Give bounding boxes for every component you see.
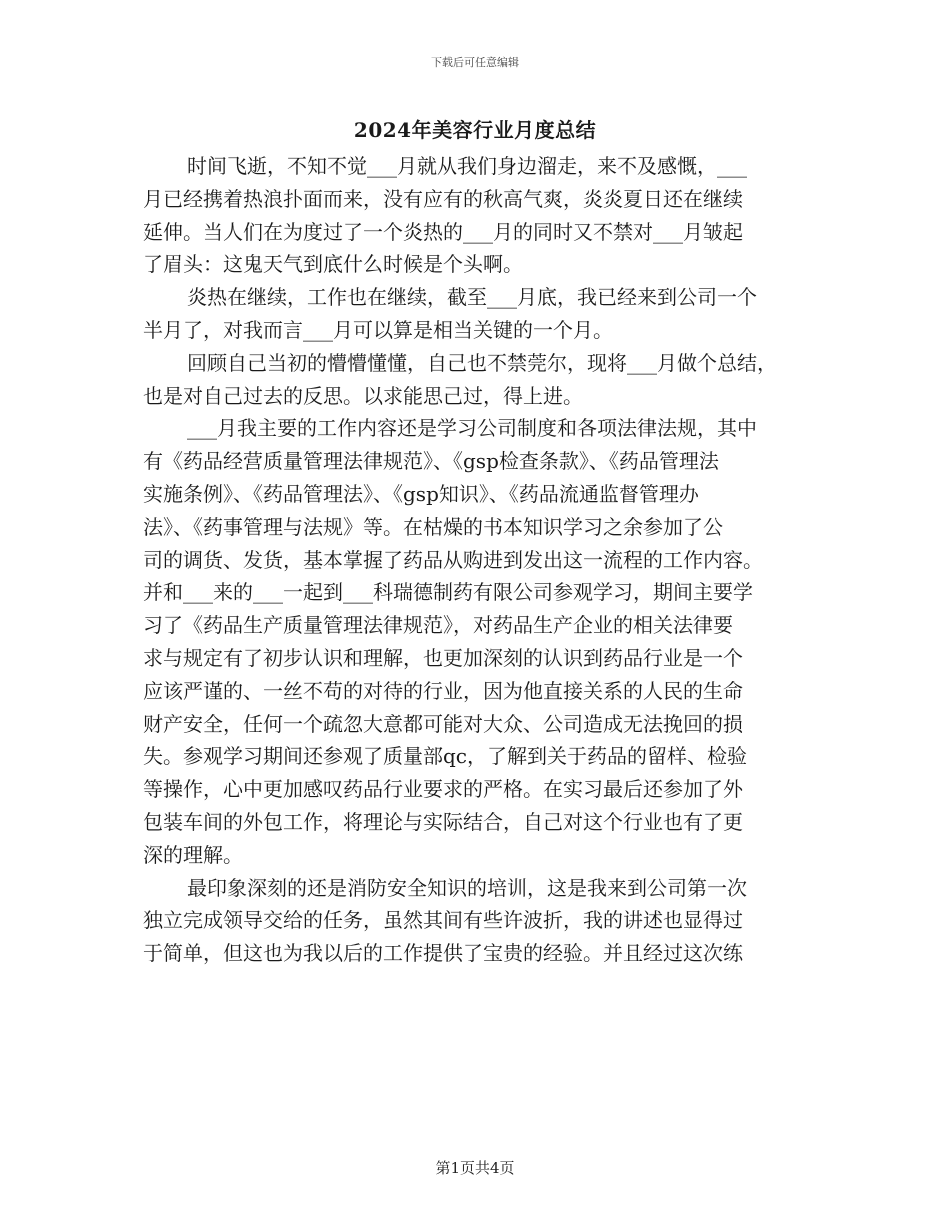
body-line: 月已经携着热浪扑面而来，没有应有的秋高气爽，炎炎夏日还在继续	[143, 186, 743, 211]
body-line: 最印象深刻的还是消防安全知识的培训，这是我来到公司第一次	[187, 875, 747, 900]
body-line: 时间飞逝，不知不觉___月就从我们身边溜走，来不及感慨，___	[187, 154, 747, 178]
body-line: 并和___来的___一起到___科瑞德制药有限公司参观学习，期间主要学	[143, 580, 753, 605]
body-line: 有《药品经营质量管理法律规范》、《gsp检查条款》、《药品管理法	[143, 449, 719, 474]
body-line: 半月了，对我而言___月可以算是相当关键的一个月。	[143, 317, 613, 342]
body-line: 实施条例》、《药品管理法》、《gsp知识》、《药品流通监督管理办	[143, 481, 699, 506]
body-line: 延伸。当人们在为度过了一个炎热的___月的同时又不禁对___月皱起	[143, 219, 743, 244]
body-line: 求与规定有了初步认识和理解，也更加深刻的认识到药品行业是一个	[143, 645, 743, 670]
body-line: 深的理解。	[143, 842, 243, 867]
body-line: 失。参观学习期间还参观了质量部qc，了解到关于药品的留样、检验	[143, 744, 748, 769]
body-line: ___月我主要的工作内容还是学习公司制度和各项法律法规，其中	[187, 416, 757, 441]
body-line: 于简单，但这也为我以后的工作提供了宝贵的经验。并且经过这次练	[143, 941, 743, 966]
body-line: 司的调货、发货，基本掌握了药品从购进到发出这一流程的工作内容。	[143, 547, 763, 572]
body-line: 炎热在继续，工作也在继续，截至___月底，我已经来到公司一个	[187, 285, 757, 310]
header-note: 下载后可任意编辑	[431, 56, 519, 69]
body-line: 包装车间的外包工作，将理论与实际结合，自己对这个行业也有了更	[143, 809, 743, 834]
body-line: 习了《药品生产质量管理法律规范》，对药品生产企业的相关法律要	[143, 613, 733, 638]
body-line: 回顾自己当初的懵懵懂懂，自己也不禁莞尔，现将___月做个总结，	[187, 350, 777, 375]
body-line: 法》、《药事管理与法规》等。在枯燥的书本知识学习之余参加了公	[143, 514, 723, 539]
body-line: 了眉头：这鬼天气到底什么时候是个头啊。	[143, 252, 523, 277]
body-line: 财产安全，任何一个疏忽大意都可能对大众、公司造成无法挽回的损	[143, 711, 743, 736]
body-line: 等操作，心中更加感叹药品行业要求的严格。在实习最后还参加了外	[143, 777, 743, 802]
document-body	[143, 150, 813, 970]
document-title: 2024年美容行业月度总结	[353, 118, 597, 142]
page-footer: 第1页共4页	[435, 1159, 515, 1177]
body-line: 应该严谨的、一丝不苟的对待的行业，因为他直接关系的人民的生命	[143, 678, 743, 703]
body-line: 独立完成领导交给的任务，虽然其间有些许波折，我的讲述也显得过	[143, 908, 743, 933]
body-line: 也是对自己过去的反思。以求能思己过，得上进。	[143, 383, 583, 408]
